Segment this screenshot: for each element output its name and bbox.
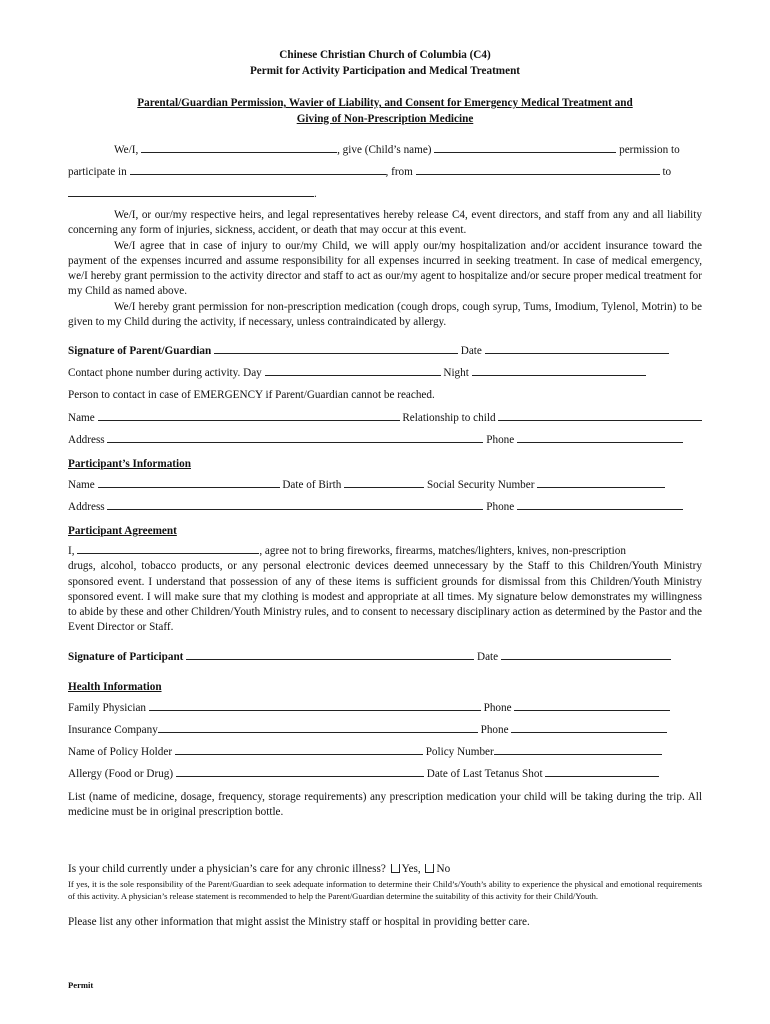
permission-line-3: . <box>68 187 702 201</box>
participant-phone-field[interactable] <box>517 500 683 510</box>
yes-checkbox[interactable] <box>391 864 400 873</box>
from-date-field[interactable] <box>416 165 660 175</box>
heading-line-1: Parental/Guardian Permission, Wavier of Liability, and Consent for Emergency Medical Treatment and <box>137 97 633 109</box>
policy-number-field[interactable] <box>494 745 662 755</box>
activity-field[interactable] <box>130 165 386 175</box>
medication-list-text: List (name of medicine, dosage, frequency, storage requirements) any prescription medication your child will be taking during the trip. All medicine must be in original prescription bottle. <box>68 791 702 819</box>
policy-holder-field[interactable] <box>175 745 423 755</box>
emergency-note: Person to contact in case of EMERGENCY if Parent/Guardian cannot be reached. <box>68 389 435 401</box>
heading-line-2: Giving of Non-Prescription Medicine <box>296 113 474 125</box>
participant-signature-field[interactable] <box>186 650 474 660</box>
emergency-phone-field[interactable] <box>517 433 683 443</box>
emergency-address-row: Address Phone <box>68 433 702 447</box>
org-name: Chinese Christian Church of Columbia (C4) <box>279 49 491 61</box>
physician-field[interactable] <box>149 701 481 711</box>
participant-signature-row: Signature of Participant Date <box>68 650 702 664</box>
policy-row: Name of Policy Holder Policy Number <box>68 745 702 759</box>
participant-info-heading: Participant’s Information <box>68 458 191 470</box>
waiver-paragraph-1: We/I, or our/my respective heirs, and legal representatives hereby release C4, event directors, and staff from any and all liability concerning any form of injuries, sickness, accident, or death that may occur at this event. <box>68 209 702 237</box>
parent-date-field[interactable] <box>485 344 669 354</box>
participant-info-row: Name Date of Birth Social Security Number <box>68 478 702 492</box>
insurance-phone-field[interactable] <box>511 723 667 733</box>
participant-date-field[interactable] <box>501 650 671 660</box>
participant-address-row: Address Phone <box>68 500 702 514</box>
permission-line-2: participate in , from to <box>68 166 672 178</box>
relationship-field[interactable] <box>498 411 702 421</box>
child-name-field[interactable] <box>434 143 616 153</box>
parent-name-field[interactable] <box>141 143 337 153</box>
parent-signature-field[interactable] <box>214 344 458 354</box>
allergy-row: Allergy (Food or Drug) Date of Last Tetanus Shot <box>68 767 702 781</box>
waiver-paragraph-3: We/I hereby grant permission for non-prescription medication (cough drops, cough syrup, Tums, Imodium, Tylenol, Motrin) to be given to my Child during the activity, if necessary, unless contraindicated by allergy. <box>68 300 702 329</box>
day-phone-field[interactable] <box>265 366 441 376</box>
agreement-text: I, , agree not to bring fireworks, firearms, matches/lighters, knives, non-prescription drugs, alcohol, tobacco products, or any personal electronic devices deemed unnecessary by the Staff to this Children/Youth Ministry sponsored event. I understand that possession of any of these items is sufficient grounds for dismissal from this Children/Youth Ministry sponsored event. I will make sure that my clothing is modest and appropriate at all times. My signature below demonstrates my willingness to abide by these and other Children/Youth Ministry rules, and to consent to necessary disciplinary action as determined by the Pastor and the Event Director or Staff. <box>68 544 702 636</box>
insurance-row: Insurance Company Phone <box>68 723 702 737</box>
waiver-paragraph-2: We/I agree that in case of injury to our/my Child, we will apply our/my hospitalization and/or accident insurance toward the payment of the expenses incurred and assume responsibility for all expenses incurred in seeking treatment. In case of medical emergency, we/I hereby grant permission to the activity director and staff to act as our/my agent to hospitalize and/or secure proper medical treatment for my Child as named above. <box>68 239 702 298</box>
physician-phone-field[interactable] <box>514 701 670 711</box>
night-phone-field[interactable] <box>472 366 646 376</box>
physician-release-note: If yes, it is the sole responsibility of the Parent/Guardian to seek adequate information to determine their Child’s/Youth’s ability to experience the physical and emotional requirements of this activity. A physician’s release statement is recommended to help the Parent/Guardian determine the suitability of this activity for their Child/Youth. <box>68 879 702 901</box>
to-date-field[interactable] <box>68 187 314 197</box>
insurance-field[interactable] <box>158 723 478 733</box>
agreement-name-field[interactable] <box>77 544 259 554</box>
emergency-address-field[interactable] <box>107 433 483 443</box>
health-heading: Health Information <box>68 681 162 693</box>
ssn-field[interactable] <box>537 478 665 488</box>
participant-name-field[interactable] <box>98 478 280 488</box>
form-title: Permit for Activity Participation and Medical Treatment <box>249 65 521 77</box>
physician-row: Family Physician Phone <box>68 701 702 715</box>
footer-label: Permit <box>68 980 94 990</box>
permission-line-1: We/I, , give (Child’s name) permission to <box>114 144 680 156</box>
waiver-text <box>68 208 702 330</box>
other-info-text: Please list any other information that might assist the Ministry staff or hospital in providing better care. <box>68 916 530 928</box>
emergency-contact-row: Name Relationship to child <box>68 411 702 425</box>
chronic-illness-row: Is your child currently under a physician’s care for any chronic illness? Yes, No <box>68 863 451 875</box>
no-checkbox[interactable] <box>425 864 434 873</box>
dob-field[interactable] <box>344 478 424 488</box>
participant-address-field[interactable] <box>107 500 483 510</box>
contact-phone-row: Contact phone number during activity. Day Night <box>68 366 702 380</box>
emergency-name-field[interactable] <box>98 411 400 421</box>
parent-signature-row: Signature of Parent/Guardian Date <box>68 344 702 358</box>
allergy-field[interactable] <box>176 767 424 777</box>
agreement-heading: Participant Agreement <box>68 525 177 537</box>
tetanus-field[interactable] <box>545 767 659 777</box>
agreement-body: drugs, alcohol, tobacco products, or any personal electronic devices deemed unnecessary by the Staff to this Children/Youth Ministry sponsored event. I understand that possession of any of these items is sufficient grounds for dismissal from this Children/Youth Ministry sponsored event. I will make sure that my clothing is modest and appropriate at all times. My signature below demonstrates my willingness to abide by these and other Children/Youth Ministry rules, and to consent to necessary disciplinary action as determined by the Pastor and the Event Director or Staff. <box>68 560 702 634</box>
